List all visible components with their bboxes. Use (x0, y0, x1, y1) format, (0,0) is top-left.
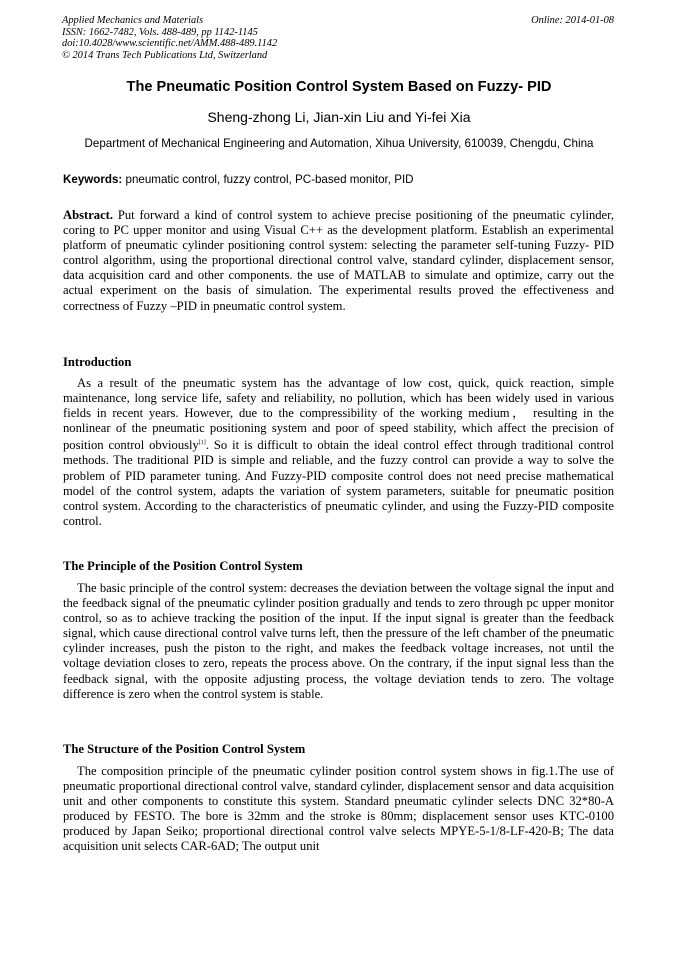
abstract (63, 208, 614, 314)
section-heading-introduction: Introduction (63, 355, 132, 369)
keywords-label: Keywords: (63, 173, 123, 186)
abstract-label: Abstract. (63, 208, 114, 222)
online-date: Online: 2014-01-08 (531, 15, 614, 26)
principle-text: The basic principle of the control system: decreases the deviation between the voltage signal the input and the feedback signal of the pneumatic cylinder position gradually and tends to zero through pc upper monitor control, so as to achieve tracking the position of the input. If the input signal is greater than the feedback signal, which cause directional control valve turns left, then the pressure of the left chamber of the pneumatic cylinder increases, push the piston to the right, and makes the feedback voltage increases, not until the voltage deviation closes to zero, repeats the process above. On the contrary, if the input signal less than the feedback signal, with the opposite adjusting process, the voltage deviation tends to zero. The voltage difference is zero when the control system is stable. (63, 581, 614, 701)
paper-title: The Pneumatic Position Control System Based on Fuzzy- PID (126, 79, 552, 95)
paper-authors: Sheng-zhong Li, Jian-xin Liu and Yi-fei Xia (207, 109, 471, 125)
abstract-text: Put forward a kind of control system to achieve precise positioning of the pneumatic cylinder, coring to PC upper monitor and using Visual C++ as the development platform. Establish an experimental platform of pneumatic cylinder positioning control system: selecting the parameter self-tuning Fuzzy- PID control algorithm, using the proportional directional control valve, standard cylinder, displacement sensor, data acquisition card and other components. the use of MATLAB to simulate and optimize, carry out the actual experiment on the basis of simulation. The experimental results proved the effectiveness and correctness of Fuzzy –PID in pneumatic control system. (63, 208, 614, 313)
section-body-principle (63, 581, 614, 702)
copyright-line: © 2014 Trans Tech Publications Ltd, Switzerland (62, 49, 268, 61)
intro-text-continued: . So it is difficult to obtain the ideal control effect through traditional control methods. The traditional PID is simple and reliable, and the fuzzy control can provide a way to solve the problem of PID parameter tuning. And Fuzzy-PID composite control does not need precise mathematical model of the control system, adapts the variation of system parameters, suitable for pneumatic position control system. According to the characteristics of pneumatic cylinder, and using the Fuzzy-PID composite control. (63, 438, 614, 528)
keywords (63, 173, 414, 186)
journal-name: Applied Mechanics and Materials (62, 15, 204, 26)
citation-ref: [1] (198, 440, 206, 447)
paper-affiliation: Department of Mechanical Engineering and Automation, Xihua University, 610039, Chengdu, China (84, 137, 594, 150)
doi-line: doi:10.4028/www.scientific.net/AMM.488-489.1142 (62, 38, 278, 49)
section-heading-structure: The Structure of the Position Control System (63, 742, 306, 756)
section-body-structure (63, 764, 614, 855)
journal-header (62, 15, 277, 61)
intro-text: As a result of the pneumatic system has the advantage of low cost, quick, quick reaction, simple maintenance, long service life, safety and reliability, no pollution, which has been widely used in various fields in recent years. However, due to the compressibility of the working medium， resulting in the nonlinear of the pneumatic positioning system and poor of speed stability, which affect the precision of position control obviously (63, 376, 614, 453)
keywords-list: pneumatic control, fuzzy control, PC-based monitor, PID (122, 173, 414, 186)
issn-line: ISSN: 1662-7482, Vols. 488-489, pp 1142-1145 (62, 26, 258, 38)
section-heading-principle: The Principle of the Position Control System (63, 559, 303, 573)
structure-text: The composition principle of the pneumatic cylinder position control system shows in fig.1.The use of pneumatic proportional directional control valve, standard cylinder, displacement sensor and data acquisition unit and other components to constitute this system. Standard pneumatic cylinder selects DNC 32*80-A produced by FESTO. The bore is 32mm and the stroke is 80mm; displacement sensor uses KTC-0100 produced by Japan Seiko; proportional directional control valve selects MPYE-5-1/8-LF-420-B; The data acquisition unit selects CAR-6AD; The output unit (63, 764, 614, 854)
section-body-introduction (63, 376, 614, 529)
